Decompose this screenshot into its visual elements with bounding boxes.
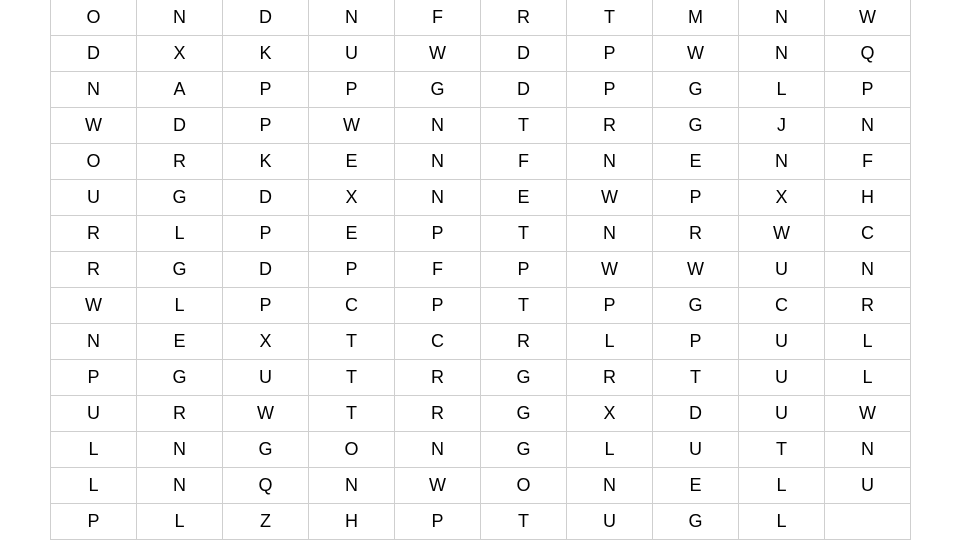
letter-cell[interactable]: R xyxy=(567,108,653,144)
letter-cell[interactable]: T xyxy=(567,0,653,36)
letter-cell[interactable]: E xyxy=(481,180,567,216)
letter-cell[interactable]: P xyxy=(395,288,481,324)
letter-cell[interactable]: W xyxy=(51,288,137,324)
letter-cell[interactable]: G xyxy=(481,396,567,432)
letter-cell[interactable]: G xyxy=(223,432,309,468)
letter-cell[interactable]: N xyxy=(395,180,481,216)
letter-cell[interactable]: W xyxy=(51,108,137,144)
letter-cell[interactable]: L xyxy=(137,216,223,252)
letter-cell[interactable]: P xyxy=(223,108,309,144)
letter-cell[interactable]: U xyxy=(739,252,825,288)
letter-cell[interactable]: W xyxy=(825,0,911,36)
letter-cell[interactable]: U xyxy=(739,360,825,396)
letter-cell[interactable]: T xyxy=(481,108,567,144)
letter-cell[interactable]: U xyxy=(653,432,739,468)
letter-cell[interactable]: R xyxy=(395,396,481,432)
letter-cell[interactable]: K xyxy=(223,144,309,180)
letter-cell[interactable]: U xyxy=(739,396,825,432)
letter-cell[interactable]: H xyxy=(309,504,395,540)
letter-cell[interactable]: L xyxy=(567,324,653,360)
letter-cell[interactable]: X xyxy=(137,36,223,72)
letter-cell[interactable]: N xyxy=(309,0,395,36)
letter-cell[interactable]: N xyxy=(395,144,481,180)
letter-cell[interactable]: T xyxy=(309,360,395,396)
letter-cell[interactable]: U xyxy=(51,396,137,432)
letter-cell[interactable]: C xyxy=(309,288,395,324)
letter-cell[interactable]: P xyxy=(395,504,481,540)
letter-cell[interactable]: T xyxy=(481,504,567,540)
letter-cell[interactable]: P xyxy=(567,36,653,72)
letter-cell[interactable]: R xyxy=(825,288,911,324)
letter-cell[interactable]: W xyxy=(567,180,653,216)
letter-cell[interactable]: N xyxy=(395,432,481,468)
letter-cell[interactable]: D xyxy=(653,396,739,432)
letter-cell[interactable]: P xyxy=(653,324,739,360)
letter-cell[interactable]: L xyxy=(567,432,653,468)
letter-cell[interactable]: F xyxy=(481,144,567,180)
letter-cell[interactable]: C xyxy=(395,324,481,360)
letter-cell[interactable]: D xyxy=(51,36,137,72)
letter-cell[interactable]: N xyxy=(567,468,653,504)
letter-cell[interactable]: P xyxy=(51,360,137,396)
letter-cell[interactable]: D xyxy=(481,36,567,72)
letter-cell[interactable]: W xyxy=(395,36,481,72)
letter-cell[interactable]: T xyxy=(309,396,395,432)
letter-cell[interactable]: U xyxy=(567,504,653,540)
letter-cell[interactable]: N xyxy=(137,0,223,36)
letter-cell[interactable]: X xyxy=(567,396,653,432)
letter-cell[interactable]: O xyxy=(51,0,137,36)
letter-cell[interactable]: R xyxy=(395,360,481,396)
letter-cell[interactable]: F xyxy=(825,144,911,180)
letter-cell[interactable]: X xyxy=(739,180,825,216)
letter-cell[interactable]: X xyxy=(223,324,309,360)
letter-cell[interactable]: N xyxy=(137,432,223,468)
letter-cell[interactable]: G xyxy=(653,72,739,108)
letter-cell[interactable]: L xyxy=(739,468,825,504)
letter-cell[interactable]: G xyxy=(137,252,223,288)
letter-cell[interactable]: L xyxy=(739,504,825,540)
letter-cell[interactable]: L xyxy=(51,468,137,504)
letter-cell[interactable]: N xyxy=(825,252,911,288)
letter-cell[interactable]: U xyxy=(739,324,825,360)
letter-cell[interactable]: E xyxy=(309,216,395,252)
letter-cell[interactable]: M xyxy=(653,0,739,36)
letter-cell[interactable]: R xyxy=(51,252,137,288)
letter-cell[interactable]: W xyxy=(395,468,481,504)
letter-cell[interactable]: N xyxy=(739,144,825,180)
letter-cell[interactable]: J xyxy=(739,108,825,144)
letter-cell[interactable]: N xyxy=(825,432,911,468)
letter-cell[interactable]: R xyxy=(653,216,739,252)
letter-cell[interactable]: R xyxy=(137,396,223,432)
letter-cell[interactable]: G xyxy=(481,360,567,396)
letter-cell[interactable]: T xyxy=(481,288,567,324)
letter-cell[interactable]: R xyxy=(137,144,223,180)
letter-cell[interactable]: N xyxy=(137,468,223,504)
letter-cell[interactable]: G xyxy=(137,180,223,216)
letter-cell[interactable]: D xyxy=(223,180,309,216)
letter-cell[interactable]: N xyxy=(739,36,825,72)
letter-cell[interactable]: W xyxy=(653,36,739,72)
letter-cell[interactable]: Q xyxy=(223,468,309,504)
letter-cell[interactable]: F xyxy=(395,252,481,288)
letter-cell[interactable]: K xyxy=(223,36,309,72)
letter-cell[interactable]: N xyxy=(825,108,911,144)
letter-cell[interactable]: N xyxy=(739,0,825,36)
letter-cell[interactable]: W xyxy=(739,216,825,252)
letter-cell[interactable]: W xyxy=(567,252,653,288)
letter-cell[interactable]: U xyxy=(51,180,137,216)
letter-cell[interactable]: U xyxy=(825,468,911,504)
letter-cell[interactable]: T xyxy=(481,216,567,252)
letter-cell[interactable]: L xyxy=(51,432,137,468)
letter-cell[interactable]: N xyxy=(395,108,481,144)
letter-cell[interactable]: C xyxy=(739,288,825,324)
word-search-grid xyxy=(50,0,911,540)
letter-cell[interactable]: G xyxy=(481,432,567,468)
letter-cell[interactable]: L xyxy=(137,504,223,540)
letter-cell[interactable]: N xyxy=(309,468,395,504)
letter-cell[interactable]: G xyxy=(653,108,739,144)
letter-cell[interactable]: A xyxy=(137,72,223,108)
letter-cell[interactable]: H xyxy=(825,180,911,216)
letter-cell[interactable]: O xyxy=(309,432,395,468)
letter-cell[interactable]: L xyxy=(825,324,911,360)
letter-cell[interactable]: P xyxy=(51,504,137,540)
letter-cell[interactable]: R xyxy=(567,360,653,396)
letter-cell[interactable]: R xyxy=(481,0,567,36)
letter-cell[interactable]: P xyxy=(395,216,481,252)
letter-cell[interactable]: L xyxy=(137,288,223,324)
letter-cell[interactable]: P xyxy=(223,288,309,324)
letter-cell[interactable]: D xyxy=(137,108,223,144)
letter-cell[interactable]: L xyxy=(825,360,911,396)
letter-cell[interactable]: D xyxy=(223,252,309,288)
letter-cell[interactable]: R xyxy=(481,324,567,360)
letter-cell[interactable]: W xyxy=(223,396,309,432)
letter-cell[interactable]: F xyxy=(395,0,481,36)
letter-cell[interactable]: T xyxy=(309,324,395,360)
letter-cell[interactable] xyxy=(825,504,911,540)
letter-cell[interactable]: Z xyxy=(223,504,309,540)
letter-cell[interactable]: P xyxy=(481,252,567,288)
letter-cell[interactable]: D xyxy=(481,72,567,108)
letter-cell[interactable]: P xyxy=(309,72,395,108)
letter-cell[interactable]: N xyxy=(567,216,653,252)
letter-cell[interactable]: P xyxy=(653,180,739,216)
letter-cell[interactable]: U xyxy=(309,36,395,72)
letter-cell[interactable]: G xyxy=(653,288,739,324)
letter-cell[interactable]: D xyxy=(223,0,309,36)
letter-cell[interactable]: P xyxy=(223,216,309,252)
letter-cell[interactable]: N xyxy=(51,324,137,360)
letter-cell[interactable]: O xyxy=(51,144,137,180)
letter-cell[interactable]: X xyxy=(309,180,395,216)
letter-cell[interactable]: P xyxy=(567,72,653,108)
letter-cell[interactable]: G xyxy=(395,72,481,108)
letter-cell[interactable]: U xyxy=(223,360,309,396)
letter-cell[interactable]: P xyxy=(309,252,395,288)
letter-cell[interactable]: W xyxy=(653,252,739,288)
letter-cell[interactable]: G xyxy=(137,360,223,396)
letter-cell[interactable]: C xyxy=(825,216,911,252)
letter-cell[interactable]: P xyxy=(223,72,309,108)
letter-cell[interactable]: T xyxy=(653,360,739,396)
letter-cell[interactable]: T xyxy=(739,432,825,468)
letter-cell[interactable]: R xyxy=(51,216,137,252)
letter-cell[interactable]: E xyxy=(653,144,739,180)
letter-cell[interactable]: W xyxy=(825,396,911,432)
letter-cell[interactable]: E xyxy=(137,324,223,360)
letter-cell[interactable]: P xyxy=(567,288,653,324)
letter-cell[interactable]: G xyxy=(653,504,739,540)
letter-cell[interactable]: E xyxy=(653,468,739,504)
letter-cell[interactable]: N xyxy=(51,72,137,108)
letter-cell[interactable]: E xyxy=(309,144,395,180)
letter-cell[interactable]: Q xyxy=(825,36,911,72)
letter-cell[interactable]: P xyxy=(825,72,911,108)
letter-cell[interactable]: N xyxy=(567,144,653,180)
letter-cell[interactable]: O xyxy=(481,468,567,504)
letter-cell[interactable]: W xyxy=(309,108,395,144)
letter-cell[interactable]: L xyxy=(739,72,825,108)
